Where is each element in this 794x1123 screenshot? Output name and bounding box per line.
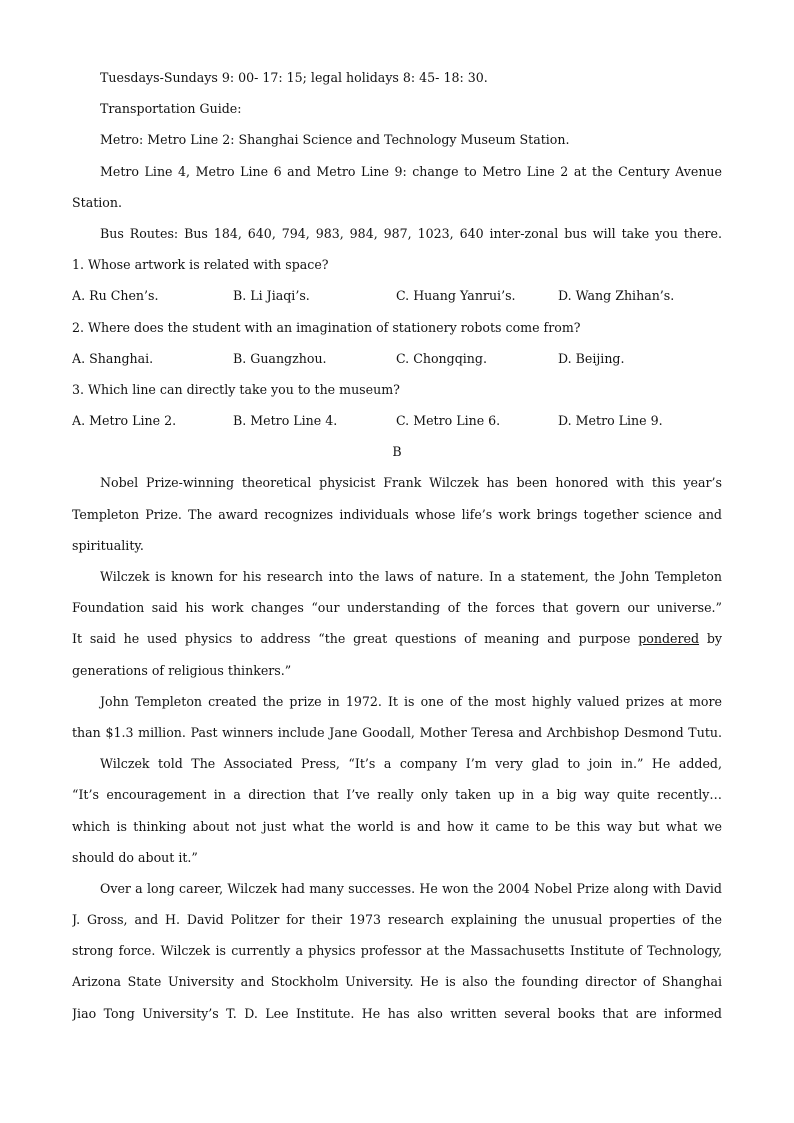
underlined-word: pondered [638,631,700,647]
option-d: D. Beijing. [558,350,625,366]
question-3-options [72,405,722,436]
paragraph-line [72,623,722,654]
text-segment: by [699,631,722,647]
paragraph-line: Over a long career, Wilczek had many successes. He won the 2004 Nobel Prize along with David [100,880,722,896]
paragraph-line: spirituality. [72,537,144,553]
paragraph-line: John Templeton created the prize in 1972. It is one of the most highly valued prizes at more [100,693,722,709]
option-c: C. Chongqing. [396,350,487,366]
opening-hours: Tuesdays-Sundays 9: 00- 17: 15; legal holidays 8: 45- 18: 30. [100,70,488,85]
paragraph-line: Templeton Prize. The award recognizes individuals whose life’s work brings together science and [72,506,722,522]
option-a: A. Metro Line 2. [72,413,177,429]
metro-transfer-info-cont: Station. [72,194,122,210]
question-1: 1. Whose artwork is related with space? [72,257,329,273]
option-a: A. Ru Chen’s. [72,288,159,304]
paragraph-line: strong force. Wilczek is currently a physics professor at the Massachusetts Institute of Technology, [72,943,722,959]
bus-routes: Bus Routes: Bus 184, 640, 794, 983, 984, 987, 1023, 640 inter-zonal bus will take you there. [100,225,722,241]
paragraph-line: which is thinking about not just what the world is and how it came to be this way but what we [72,818,722,834]
option-c: C. Huang Yanrui’s. [396,288,516,304]
paragraph-line: Foundation said his work changes “our understanding of the forces that govern our universe.” [72,600,722,616]
document-page [72,62,722,1029]
paragraph-line: than $1.3 million. Past winners include Jane Goodall, Mother Teresa and Archbishop Desmond Tutu. [72,724,722,740]
paragraph-line: Wilczek told The Associated Press, “It’s a company I’m very glad to join in.” He added, [100,756,722,772]
option-d: D. Metro Line 9. [558,413,663,429]
paragraph-line: Wilczek is known for his research into the laws of nature. In a statement, the John Templeton [100,569,722,584]
paragraph-line: J. Gross, and H. David Politzer for their 1973 research explaining the unusual properties of the [72,912,722,928]
option-a: A. Shanghai. [72,350,154,366]
option-b: B. Guangzhou. [233,350,327,366]
paragraph-line: Jiao Tong University’s T. D. Lee Institute. He has also written several books that are informed [72,1005,722,1021]
paragraph-line: Arizona State University and Stockholm University. He is also the founding director of Shanghai [72,974,722,990]
metro-transfer-info: Metro Line 4, Metro Line 6 and Metro Line 9: change to Metro Line 2 at the Century Avenue [100,163,722,179]
option-b: B. Li Jiaqi’s. [233,288,310,304]
paragraph-line: “It’s encouragement in a direction that I’ve really only taken up in a big way quite recently… [72,787,722,803]
paragraph-line: generations of religious thinkers.” [72,662,292,678]
section-label: B [392,444,402,460]
paragraph-line: Nobel Prize-winning theoretical physicist Frank Wilczek has been honored with this year’s [100,475,722,491]
question-2: 2. Where does the student with an imagination of stationery robots come from? [72,319,581,335]
option-c: C. Metro Line 6. [396,413,501,429]
option-b: B. Metro Line 4. [233,413,338,429]
transport-heading: Transportation Guide: [100,101,242,117]
question-2-options [72,343,722,374]
question-3: 3. Which line can directly take you to the museum? [72,381,400,397]
metro-info: Metro: Metro Line 2: Shanghai Science and Technology Museum Station. [100,132,570,148]
option-d: D. Wang Zhihan’s. [558,288,675,304]
paragraph-line: should do about it.” [72,849,198,865]
text-segment: It said he used physics to address “the great questions of meaning and purpose [72,631,639,647]
question-1-options [72,280,722,311]
